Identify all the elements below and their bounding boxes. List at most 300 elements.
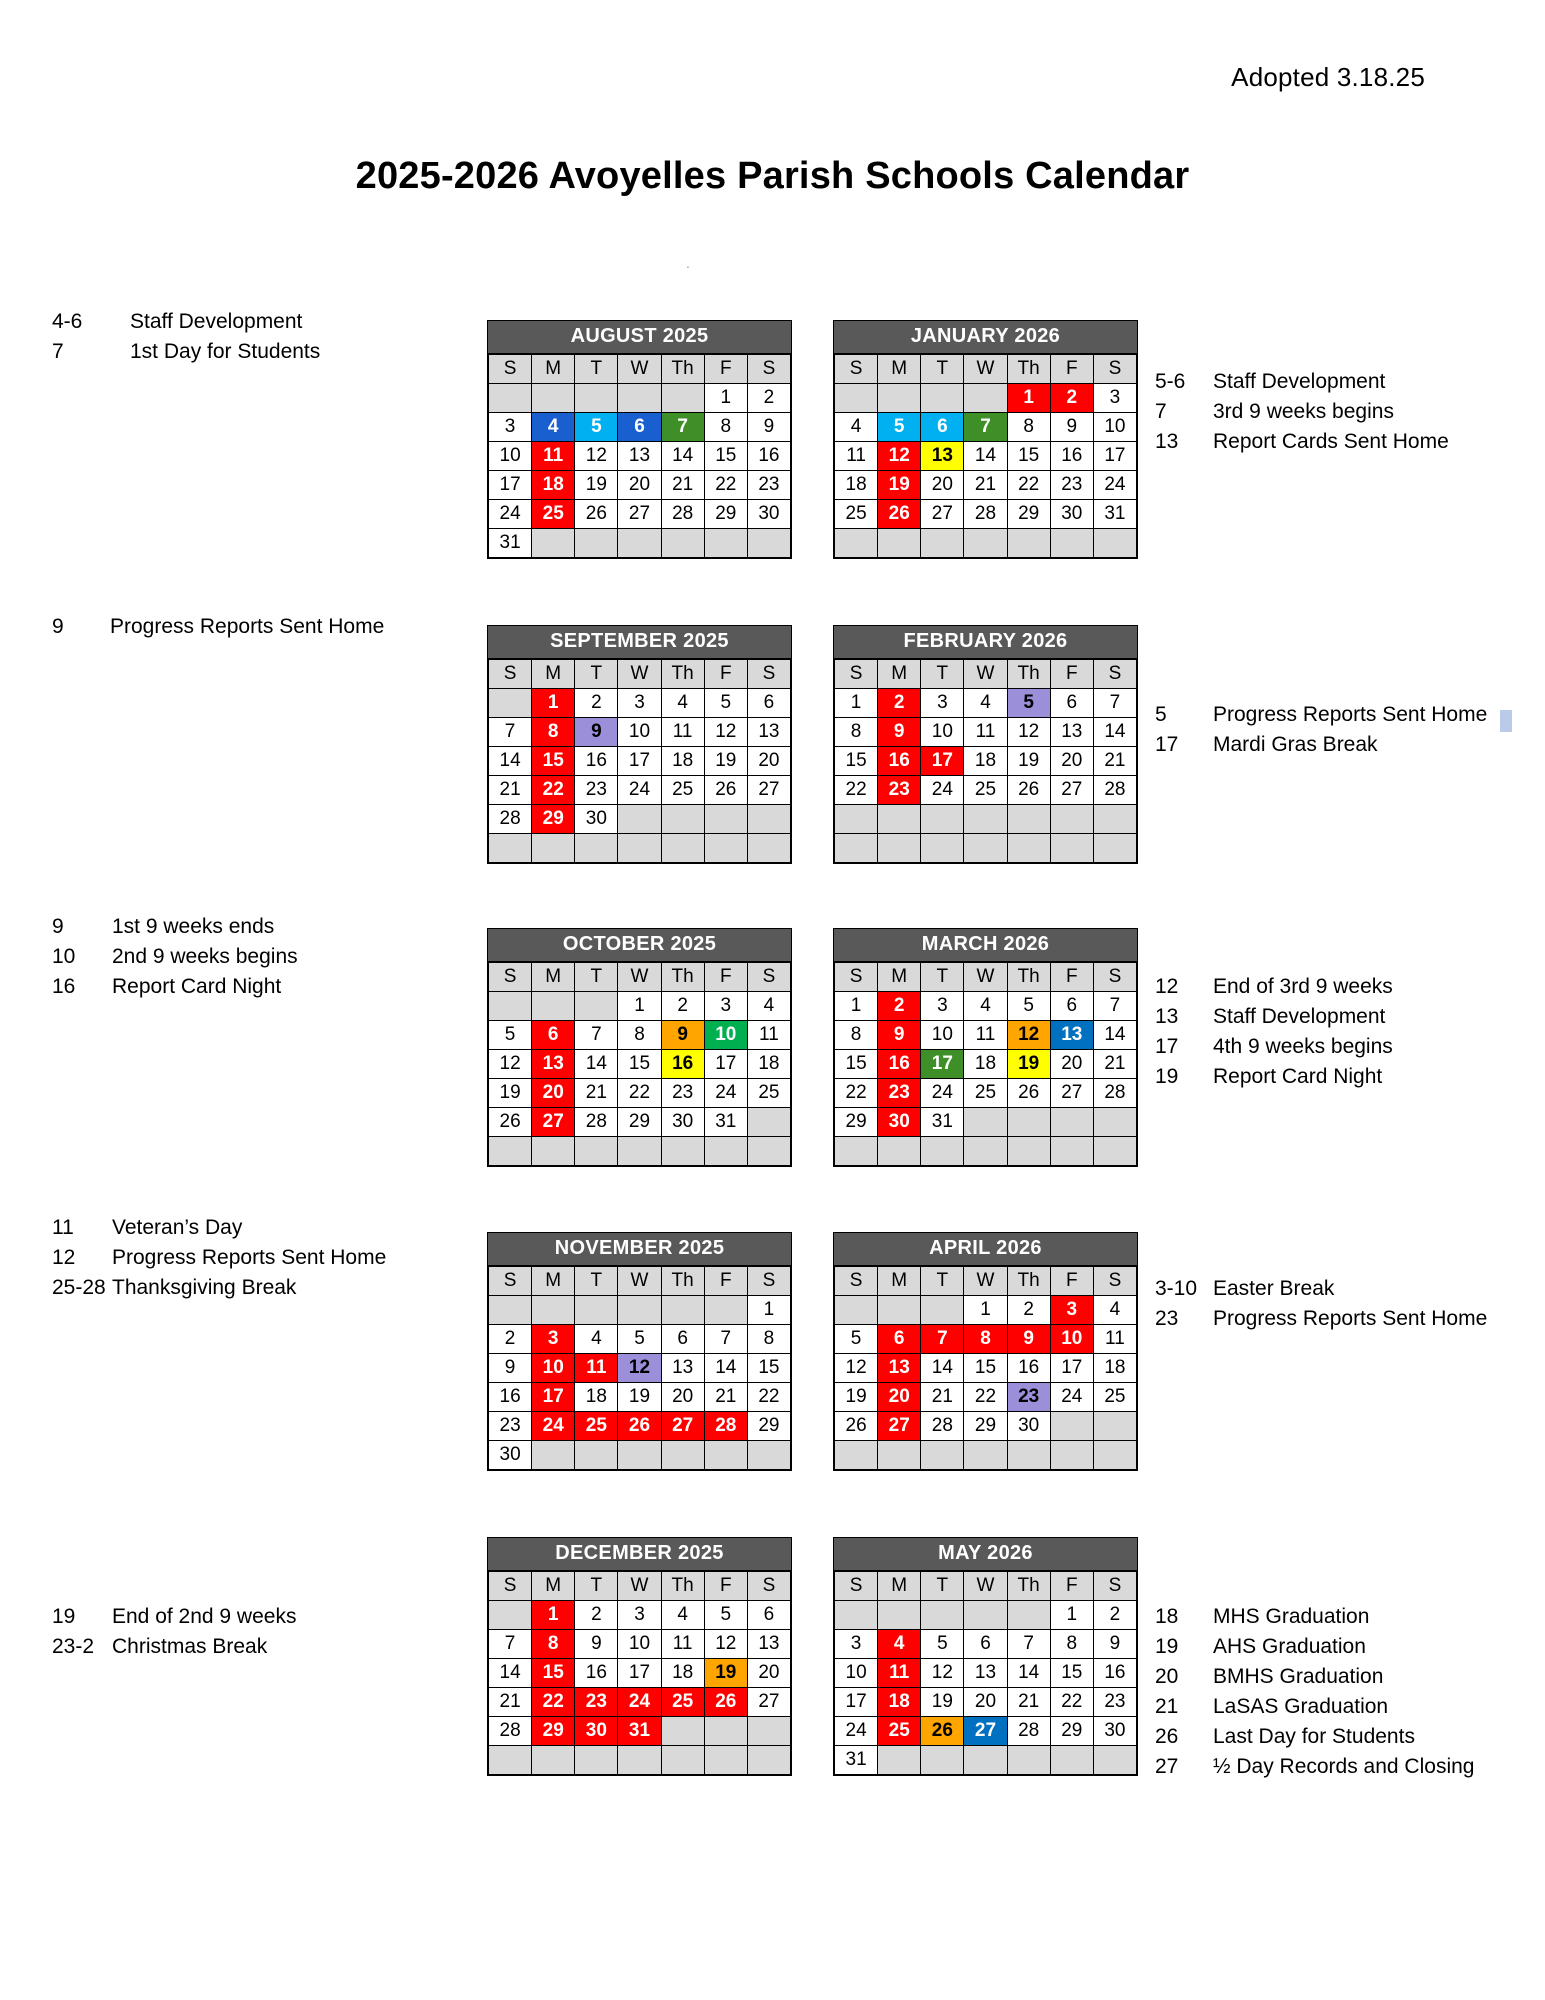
day-cell[interactable]: 4 (661, 1601, 704, 1630)
day-cell[interactable]: 5 (1007, 992, 1050, 1021)
day-cell[interactable]: 22 (618, 1079, 661, 1108)
day-cell[interactable]: 11 (878, 1659, 921, 1688)
day-cell[interactable]: 1 (835, 992, 878, 1021)
day-cell[interactable]: 13 (964, 1659, 1007, 1688)
day-cell[interactable]: 8 (964, 1325, 1007, 1354)
day-cell[interactable]: 26 (921, 1717, 964, 1746)
day-cell[interactable]: 17 (835, 1688, 878, 1717)
day-cell[interactable]: 27 (1050, 1079, 1093, 1108)
day-cell[interactable]: 15 (835, 1050, 878, 1079)
day-cell[interactable]: 9 (1093, 1630, 1136, 1659)
day-cell[interactable]: 16 (747, 442, 790, 471)
day-cell[interactable]: 13 (921, 442, 964, 471)
day-cell[interactable]: 29 (835, 1108, 878, 1137)
day-cell[interactable]: 14 (661, 442, 704, 471)
day-cell[interactable]: 19 (489, 1079, 532, 1108)
day-cell[interactable]: 9 (878, 718, 921, 747)
day-cell[interactable]: 5 (575, 413, 618, 442)
day-cell[interactable]: 28 (704, 1412, 747, 1441)
day-cell[interactable]: 24 (835, 1717, 878, 1746)
day-cell[interactable]: 30 (489, 1441, 532, 1470)
day-cell[interactable]: 6 (747, 1601, 790, 1630)
day-cell[interactable]: 10 (1093, 413, 1136, 442)
day-cell[interactable]: 17 (489, 471, 532, 500)
day-cell[interactable]: 22 (964, 1383, 1007, 1412)
day-cell[interactable]: 18 (661, 1659, 704, 1688)
day-cell[interactable]: 12 (575, 442, 618, 471)
day-cell[interactable]: 30 (1050, 500, 1093, 529)
day-cell[interactable]: 18 (747, 1050, 790, 1079)
day-cell[interactable]: 14 (1093, 718, 1136, 747)
day-cell[interactable]: 1 (747, 1296, 790, 1325)
day-cell[interactable]: 20 (1050, 1050, 1093, 1079)
day-cell[interactable]: 9 (575, 1630, 618, 1659)
day-cell[interactable]: 13 (747, 718, 790, 747)
day-cell[interactable]: 3 (921, 992, 964, 1021)
day-cell[interactable]: 22 (1007, 471, 1050, 500)
day-cell[interactable]: 30 (747, 500, 790, 529)
day-cell[interactable]: 2 (878, 992, 921, 1021)
day-cell[interactable]: 9 (575, 718, 618, 747)
day-cell[interactable]: 23 (575, 776, 618, 805)
day-cell[interactable]: 11 (661, 718, 704, 747)
day-cell[interactable]: 7 (921, 1325, 964, 1354)
day-cell[interactable]: 28 (921, 1412, 964, 1441)
day-cell[interactable]: 21 (661, 471, 704, 500)
day-cell[interactable]: 2 (575, 689, 618, 718)
day-cell[interactable]: 11 (1093, 1325, 1136, 1354)
day-cell[interactable]: 5 (921, 1630, 964, 1659)
day-cell[interactable]: 27 (964, 1717, 1007, 1746)
day-cell[interactable]: 5 (878, 413, 921, 442)
day-cell[interactable]: 13 (661, 1354, 704, 1383)
day-cell[interactable]: 21 (489, 1688, 532, 1717)
day-cell[interactable]: 4 (532, 413, 575, 442)
day-cell[interactable]: 27 (747, 1688, 790, 1717)
day-cell[interactable]: 19 (618, 1383, 661, 1412)
day-cell[interactable]: 17 (921, 1050, 964, 1079)
day-cell[interactable]: 26 (489, 1108, 532, 1137)
day-cell[interactable]: 15 (704, 442, 747, 471)
day-cell[interactable]: 11 (964, 1021, 1007, 1050)
day-cell[interactable]: 8 (835, 1021, 878, 1050)
day-cell[interactable]: 4 (1093, 1296, 1136, 1325)
day-cell[interactable]: 15 (835, 747, 878, 776)
day-cell[interactable]: 23 (878, 776, 921, 805)
day-cell[interactable]: 10 (489, 442, 532, 471)
day-cell[interactable]: 3 (618, 1601, 661, 1630)
day-cell[interactable]: 29 (532, 805, 575, 834)
day-cell[interactable]: 14 (489, 1659, 532, 1688)
day-cell[interactable]: 26 (1007, 1079, 1050, 1108)
day-cell[interactable]: 23 (1050, 471, 1093, 500)
day-cell[interactable]: 22 (835, 776, 878, 805)
day-cell[interactable]: 4 (747, 992, 790, 1021)
day-cell[interactable]: 6 (921, 413, 964, 442)
day-cell[interactable]: 15 (964, 1354, 1007, 1383)
day-cell[interactable]: 16 (878, 1050, 921, 1079)
day-cell[interactable]: 11 (835, 442, 878, 471)
day-cell[interactable]: 26 (704, 1688, 747, 1717)
day-cell[interactable]: 6 (1050, 689, 1093, 718)
day-cell[interactable]: 25 (661, 776, 704, 805)
day-cell[interactable]: 22 (1050, 1688, 1093, 1717)
day-cell[interactable]: 7 (661, 413, 704, 442)
day-cell[interactable]: 11 (532, 442, 575, 471)
day-cell[interactable]: 15 (532, 1659, 575, 1688)
day-cell[interactable]: 13 (618, 442, 661, 471)
day-cell[interactable]: 29 (1050, 1717, 1093, 1746)
day-cell[interactable]: 9 (661, 1021, 704, 1050)
day-cell[interactable]: 19 (575, 471, 618, 500)
day-cell[interactable]: 30 (575, 1717, 618, 1746)
day-cell[interactable]: 23 (747, 471, 790, 500)
day-cell[interactable]: 30 (1007, 1412, 1050, 1441)
day-cell[interactable]: 9 (1050, 413, 1093, 442)
day-cell[interactable]: 22 (532, 776, 575, 805)
day-cell[interactable]: 12 (704, 1630, 747, 1659)
day-cell[interactable]: 29 (1007, 500, 1050, 529)
day-cell[interactable]: 21 (489, 776, 532, 805)
day-cell[interactable]: 13 (1050, 718, 1093, 747)
day-cell[interactable]: 24 (532, 1412, 575, 1441)
day-cell[interactable]: 16 (661, 1050, 704, 1079)
day-cell[interactable]: 28 (1007, 1717, 1050, 1746)
day-cell[interactable]: 20 (747, 1659, 790, 1688)
day-cell[interactable]: 27 (747, 776, 790, 805)
day-cell[interactable]: 4 (835, 413, 878, 442)
day-cell[interactable]: 25 (964, 776, 1007, 805)
day-cell[interactable]: 19 (704, 1659, 747, 1688)
day-cell[interactable]: 19 (704, 747, 747, 776)
day-cell[interactable]: 1 (835, 689, 878, 718)
day-cell[interactable]: 16 (1050, 442, 1093, 471)
day-cell[interactable]: 1 (1007, 384, 1050, 413)
day-cell[interactable]: 28 (489, 1717, 532, 1746)
day-cell[interactable]: 14 (1093, 1021, 1136, 1050)
day-cell[interactable]: 24 (704, 1079, 747, 1108)
day-cell[interactable]: 10 (618, 718, 661, 747)
day-cell[interactable]: 9 (489, 1354, 532, 1383)
day-cell[interactable]: 26 (575, 500, 618, 529)
day-cell[interactable]: 14 (921, 1354, 964, 1383)
day-cell[interactable]: 17 (1093, 442, 1136, 471)
day-cell[interactable]: 2 (747, 384, 790, 413)
day-cell[interactable]: 13 (747, 1630, 790, 1659)
day-cell[interactable]: 11 (575, 1354, 618, 1383)
day-cell[interactable]: 18 (1093, 1354, 1136, 1383)
day-cell[interactable]: 3 (1050, 1296, 1093, 1325)
day-cell[interactable]: 25 (747, 1079, 790, 1108)
day-cell[interactable]: 2 (661, 992, 704, 1021)
day-cell[interactable]: 6 (532, 1021, 575, 1050)
day-cell[interactable]: 14 (704, 1354, 747, 1383)
day-cell[interactable]: 2 (878, 689, 921, 718)
day-cell[interactable]: 9 (878, 1021, 921, 1050)
day-cell[interactable]: 7 (1093, 689, 1136, 718)
day-cell[interactable]: 7 (489, 718, 532, 747)
day-cell[interactable]: 5 (618, 1325, 661, 1354)
day-cell[interactable]: 23 (661, 1079, 704, 1108)
day-cell[interactable]: 4 (575, 1325, 618, 1354)
day-cell[interactable]: 25 (964, 1079, 1007, 1108)
day-cell[interactable]: 2 (1093, 1601, 1136, 1630)
day-cell[interactable]: 29 (704, 500, 747, 529)
day-cell[interactable]: 31 (618, 1717, 661, 1746)
day-cell[interactable]: 10 (1050, 1325, 1093, 1354)
day-cell[interactable]: 3 (921, 689, 964, 718)
day-cell[interactable]: 10 (704, 1021, 747, 1050)
day-cell[interactable]: 21 (1093, 747, 1136, 776)
day-cell[interactable]: 25 (532, 500, 575, 529)
day-cell[interactable]: 2 (575, 1601, 618, 1630)
day-cell[interactable]: 31 (921, 1108, 964, 1137)
day-cell[interactable]: 28 (489, 805, 532, 834)
day-cell[interactable]: 2 (1007, 1296, 1050, 1325)
day-cell[interactable]: 4 (661, 689, 704, 718)
day-cell[interactable]: 17 (532, 1383, 575, 1412)
day-cell[interactable]: 15 (618, 1050, 661, 1079)
day-cell[interactable]: 21 (704, 1383, 747, 1412)
day-cell[interactable]: 7 (964, 413, 1007, 442)
day-cell[interactable]: 8 (532, 718, 575, 747)
day-cell[interactable]: 16 (1007, 1354, 1050, 1383)
day-cell[interactable]: 25 (661, 1688, 704, 1717)
day-cell[interactable]: 20 (532, 1079, 575, 1108)
day-cell[interactable]: 28 (661, 500, 704, 529)
day-cell[interactable]: 18 (835, 471, 878, 500)
day-cell[interactable]: 9 (1007, 1325, 1050, 1354)
day-cell[interactable]: 22 (835, 1079, 878, 1108)
day-cell[interactable]: 15 (1050, 1659, 1093, 1688)
day-cell[interactable]: 8 (532, 1630, 575, 1659)
day-cell[interactable]: 14 (575, 1050, 618, 1079)
day-cell[interactable]: 8 (835, 718, 878, 747)
day-cell[interactable]: 25 (878, 1717, 921, 1746)
day-cell[interactable]: 1 (532, 1601, 575, 1630)
day-cell[interactable]: 27 (921, 500, 964, 529)
day-cell[interactable]: 18 (661, 747, 704, 776)
day-cell[interactable]: 6 (1050, 992, 1093, 1021)
day-cell[interactable]: 15 (1007, 442, 1050, 471)
day-cell[interactable]: 19 (1007, 1050, 1050, 1079)
day-cell[interactable]: 26 (618, 1412, 661, 1441)
day-cell[interactable]: 30 (1093, 1717, 1136, 1746)
day-cell[interactable]: 25 (835, 500, 878, 529)
day-cell[interactable]: 22 (747, 1383, 790, 1412)
day-cell[interactable]: 19 (835, 1383, 878, 1412)
day-cell[interactable]: 17 (1050, 1354, 1093, 1383)
day-cell[interactable]: 30 (661, 1108, 704, 1137)
day-cell[interactable]: 11 (661, 1630, 704, 1659)
day-cell[interactable]: 24 (921, 776, 964, 805)
day-cell[interactable]: 31 (1093, 500, 1136, 529)
day-cell[interactable]: 20 (1050, 747, 1093, 776)
day-cell[interactable]: 7 (1007, 1630, 1050, 1659)
day-cell[interactable]: 17 (618, 747, 661, 776)
day-cell[interactable]: 20 (618, 471, 661, 500)
day-cell[interactable]: 28 (1093, 776, 1136, 805)
day-cell[interactable]: 9 (747, 413, 790, 442)
day-cell[interactable]: 17 (618, 1659, 661, 1688)
day-cell[interactable]: 1 (964, 1296, 1007, 1325)
day-cell[interactable]: 20 (878, 1383, 921, 1412)
day-cell[interactable]: 18 (575, 1383, 618, 1412)
day-cell[interactable]: 7 (489, 1630, 532, 1659)
day-cell[interactable]: 8 (1007, 413, 1050, 442)
day-cell[interactable]: 22 (704, 471, 747, 500)
day-cell[interactable]: 14 (1007, 1659, 1050, 1688)
day-cell[interactable]: 28 (1093, 1079, 1136, 1108)
day-cell[interactable]: 15 (532, 747, 575, 776)
day-cell[interactable]: 18 (964, 1050, 1007, 1079)
day-cell[interactable]: 29 (747, 1412, 790, 1441)
day-cell[interactable]: 13 (532, 1050, 575, 1079)
day-cell[interactable]: 3 (1093, 384, 1136, 413)
day-cell[interactable]: 17 (704, 1050, 747, 1079)
day-cell[interactable]: 18 (878, 1688, 921, 1717)
day-cell[interactable]: 13 (878, 1354, 921, 1383)
day-cell[interactable]: 16 (489, 1383, 532, 1412)
day-cell[interactable]: 21 (1007, 1688, 1050, 1717)
day-cell[interactable]: 10 (835, 1659, 878, 1688)
day-cell[interactable]: 8 (747, 1325, 790, 1354)
day-cell[interactable]: 12 (489, 1050, 532, 1079)
day-cell[interactable]: 11 (747, 1021, 790, 1050)
day-cell[interactable]: 12 (835, 1354, 878, 1383)
day-cell[interactable]: 4 (964, 689, 1007, 718)
day-cell[interactable]: 27 (1050, 776, 1093, 805)
day-cell[interactable]: 6 (878, 1325, 921, 1354)
day-cell[interactable]: 29 (964, 1412, 1007, 1441)
day-cell[interactable]: 3 (489, 413, 532, 442)
day-cell[interactable]: 26 (835, 1412, 878, 1441)
day-cell[interactable]: 13 (1050, 1021, 1093, 1050)
day-cell[interactable]: 19 (1007, 747, 1050, 776)
day-cell[interactable]: 21 (575, 1079, 618, 1108)
day-cell[interactable]: 28 (964, 500, 1007, 529)
day-cell[interactable]: 10 (532, 1354, 575, 1383)
day-cell[interactable]: 15 (747, 1354, 790, 1383)
day-cell[interactable]: 5 (704, 1601, 747, 1630)
day-cell[interactable]: 7 (704, 1325, 747, 1354)
day-cell[interactable]: 31 (835, 1746, 878, 1775)
day-cell[interactable]: 24 (618, 776, 661, 805)
day-cell[interactable]: 20 (747, 747, 790, 776)
day-cell[interactable]: 22 (532, 1688, 575, 1717)
day-cell[interactable]: 30 (575, 805, 618, 834)
day-cell[interactable]: 14 (489, 747, 532, 776)
day-cell[interactable]: 26 (704, 776, 747, 805)
day-cell[interactable]: 25 (1093, 1383, 1136, 1412)
day-cell[interactable]: 25 (575, 1412, 618, 1441)
day-cell[interactable]: 16 (575, 747, 618, 776)
day-cell[interactable]: 5 (489, 1021, 532, 1050)
day-cell[interactable]: 12 (618, 1354, 661, 1383)
day-cell[interactable]: 10 (921, 1021, 964, 1050)
day-cell[interactable]: 6 (618, 413, 661, 442)
day-cell[interactable]: 29 (618, 1108, 661, 1137)
day-cell[interactable]: 7 (1093, 992, 1136, 1021)
day-cell[interactable]: 3 (835, 1630, 878, 1659)
day-cell[interactable]: 3 (532, 1325, 575, 1354)
day-cell[interactable]: 21 (1093, 1050, 1136, 1079)
day-cell[interactable]: 16 (878, 747, 921, 776)
day-cell[interactable]: 6 (661, 1325, 704, 1354)
day-cell[interactable]: 1 (704, 384, 747, 413)
day-cell[interactable]: 6 (747, 689, 790, 718)
day-cell[interactable]: 26 (878, 500, 921, 529)
day-cell[interactable]: 20 (661, 1383, 704, 1412)
day-cell[interactable]: 10 (921, 718, 964, 747)
day-cell[interactable]: 12 (704, 718, 747, 747)
day-cell[interactable]: 5 (835, 1325, 878, 1354)
day-cell[interactable]: 3 (618, 689, 661, 718)
day-cell[interactable]: 12 (878, 442, 921, 471)
day-cell[interactable]: 6 (964, 1630, 1007, 1659)
day-cell[interactable]: 1 (1050, 1601, 1093, 1630)
day-cell[interactable]: 30 (878, 1108, 921, 1137)
day-cell[interactable]: 27 (532, 1108, 575, 1137)
day-cell[interactable]: 3 (704, 992, 747, 1021)
day-cell[interactable]: 1 (532, 689, 575, 718)
day-cell[interactable]: 4 (964, 992, 1007, 1021)
day-cell[interactable]: 12 (1007, 1021, 1050, 1050)
day-cell[interactable]: 24 (1093, 471, 1136, 500)
day-cell[interactable]: 1 (618, 992, 661, 1021)
day-cell[interactable]: 19 (878, 471, 921, 500)
day-cell[interactable]: 19 (921, 1688, 964, 1717)
day-cell[interactable]: 16 (1093, 1659, 1136, 1688)
day-cell[interactable]: 26 (1007, 776, 1050, 805)
day-cell[interactable]: 20 (964, 1688, 1007, 1717)
day-cell[interactable]: 27 (661, 1412, 704, 1441)
day-cell[interactable]: 21 (964, 471, 1007, 500)
day-cell[interactable]: 31 (489, 529, 532, 558)
day-cell[interactable]: 23 (878, 1079, 921, 1108)
day-cell[interactable]: 23 (575, 1688, 618, 1717)
day-cell[interactable]: 31 (704, 1108, 747, 1137)
day-cell[interactable]: 14 (964, 442, 1007, 471)
day-cell[interactable]: 17 (921, 747, 964, 776)
day-cell[interactable]: 18 (532, 471, 575, 500)
day-cell[interactable]: 16 (575, 1659, 618, 1688)
day-cell[interactable]: 4 (878, 1630, 921, 1659)
day-cell[interactable]: 27 (878, 1412, 921, 1441)
day-cell[interactable]: 27 (618, 500, 661, 529)
day-cell[interactable]: 24 (1050, 1383, 1093, 1412)
day-cell[interactable]: 24 (921, 1079, 964, 1108)
day-cell[interactable]: 8 (618, 1021, 661, 1050)
day-cell[interactable]: 23 (1007, 1383, 1050, 1412)
day-cell[interactable]: 24 (489, 500, 532, 529)
day-cell[interactable]: 18 (964, 747, 1007, 776)
day-cell[interactable]: 2 (1050, 384, 1093, 413)
day-cell[interactable]: 11 (964, 718, 1007, 747)
day-cell[interactable]: 21 (921, 1383, 964, 1412)
day-cell[interactable]: 24 (618, 1688, 661, 1717)
day-cell[interactable]: 20 (921, 471, 964, 500)
day-cell[interactable]: 12 (921, 1659, 964, 1688)
day-cell[interactable]: 23 (1093, 1688, 1136, 1717)
day-cell[interactable]: 7 (575, 1021, 618, 1050)
day-cell[interactable]: 8 (1050, 1630, 1093, 1659)
day-cell[interactable]: 2 (489, 1325, 532, 1354)
day-cell[interactable]: 28 (575, 1108, 618, 1137)
day-cell[interactable]: 23 (489, 1412, 532, 1441)
day-cell[interactable]: 5 (704, 689, 747, 718)
day-cell[interactable]: 29 (532, 1717, 575, 1746)
